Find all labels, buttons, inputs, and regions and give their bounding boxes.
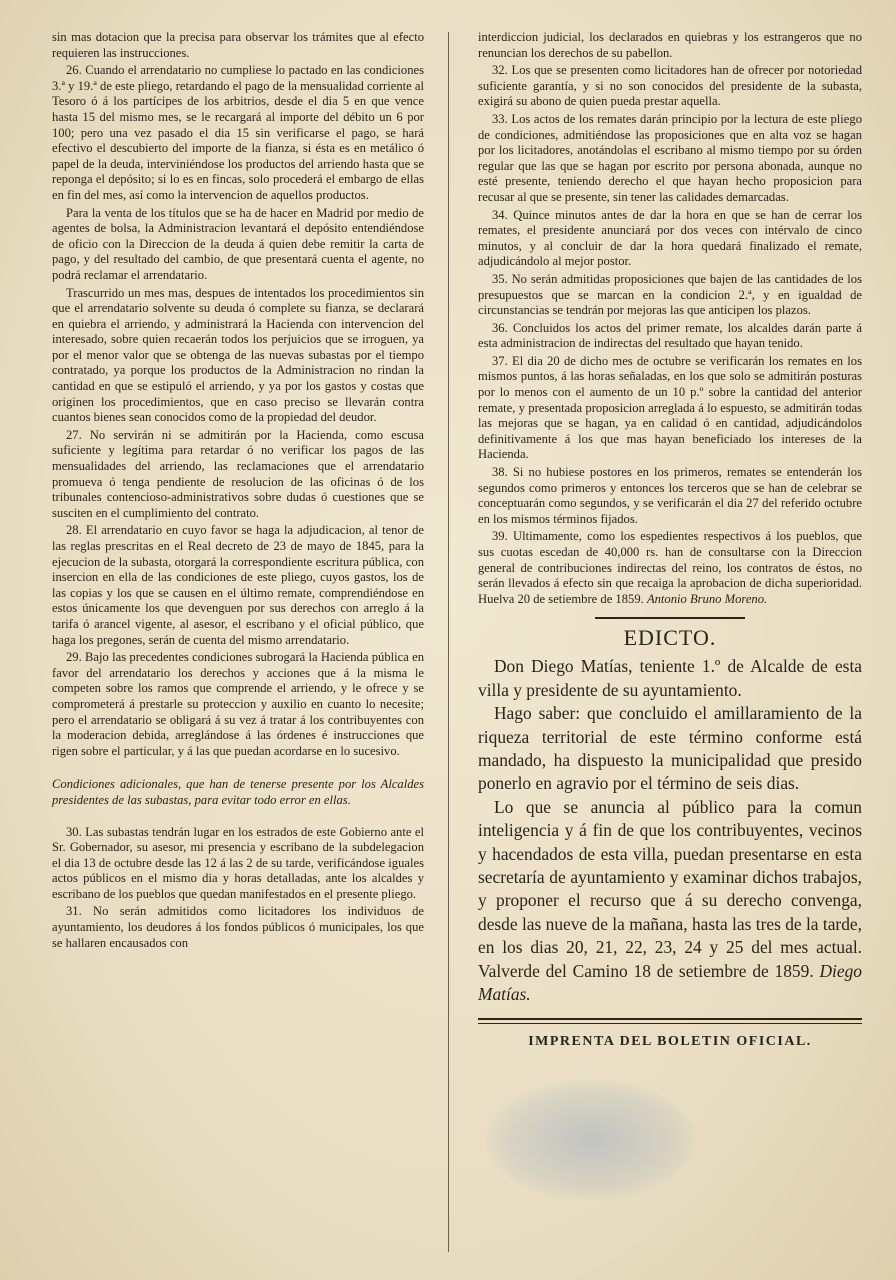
paragraph: 31. No serán admitidos como licitadores los individuos de ayuntamiento, los deudores á los fondos públicos ó municipales, los que se hallaren encausados con <box>52 904 424 950</box>
paragraph: 34. Quince minutos antes de dar la hora en que se han de cerrar los remates, el presidente anunciará por dos veces con intérvalo de cinco minutos, y al concluir de dar la hora quedará finalizado el remate, adjudicándolo al mejor postor. <box>478 207 862 269</box>
ink-stamp <box>486 1080 696 1200</box>
paragraph: 28. El arrendatario en cuyo favor se haga la adjudicacion, al tenor de las reglas prescritas en el Real decreto de 23 de mayo de 1845, para la ejecucion de la subasta, otorgará la correspondiente escritura pública, con insercion en ella de las condiciones de este pliego, cuyos gastos, los de las copias y los que se causen en el último remate, comprendiéndose en estos únicamente los que devenguen por sus derechos con arreglo á la tarifa ó arancel vigente, al asesor, el escribano y el oficial público, que haga los pregones, serán de cuenta del mismo arrendatario. <box>52 523 424 647</box>
paragraph: 38. Si no hubiese postores en los primeros, remates se entenderán los segundos como primeros y entonces los terceros que se han de celebrar se conceptuarán como segundos, y se verificarán el dia 27 del referido octubre en los mismos términos fijados. <box>478 465 862 526</box>
paragraph-text: 39. Ultimamente, como los espedientes respectivos á los pueblos, que sus cuotas escedan de 40,000 rs. han de consultarse con la Direccion general de contribuciones indirectas del reino, los contratos de éstos, no serán llevados á efecto sin que recaiga la aprobacion de dicha superioridad. Huelva 20 de setiembre de 1859. <box>478 529 862 606</box>
paragraph: 30. Las subastas tendrán lugar en los estrados de este Gobierno ante el Sr. Gobernador, su asesor, mi presencia y escribano de la subdelegacion el dia 13 de octubre desde las 12 á las 2 de su tarde, verificándose iguales actos públicos en el mismo dia y horas detalladas, ante los alcaldes y escribano de los pueblos que quedan manifestados en el presente pliego. <box>52 824 424 901</box>
paragraph: Para la venta de los títulos que se ha de hacer en Madrid por medio de agentes de bolsa, la Administracion levantará el depósito entendiéndose de oficio con la Direccion de la deuda á quien debe remitir la carta de pago, y del resultado del cambio, de que presentará cuenta el agente, no podrá reclamar el arrendatario. <box>52 205 424 282</box>
edicto-section <box>478 625 862 1006</box>
paragraph: 27. No servirán ni se admitirán por la Hacienda, como escusa suficiente y legítima para retardar ó no verificar los pagos de las mensualidades del arriendo, las reclamaciones que el arrendatario promueva ó tenga pendiente de resolucion de las oficinas ó de los tribunales contencioso-administrativos sobre dudas ó cuestiones que se susciten en el cumplimiento del contrato. <box>52 427 424 520</box>
paragraph: 35. No serán admitidas proposiciones que bajen de las cantidades de los presupuestos que se marcan en la condicion 2.ª, y en igualdad de circunstancias se tendrán por mejoras las que anticipen los plazos. <box>478 271 862 318</box>
right-column <box>478 30 862 1050</box>
paragraph: Trascurrido un mes mas, despues de intentados los procedimientos sin que el arrendatario solvente su deuda ó complete su fianza, se declarará en quiebra el arriendo, y administrará la Hacienda con intervencion del interesado, sobre quien recaerán todos los perjuicios que se irroguen, ya por el menor valor que se obtenga de las nuevas subastas por el tiempo contratado, ya porque los productos de la Administracion no rindan la cantidad en que se estipuló el arriendo, y ya por los gastos y costas que originen los procedimientos, que en caso preciso se llevarán contra cuantos bienes sean conocidos como de la propiedad del deudor. <box>52 285 424 425</box>
edicto-signature: Diego Matías. <box>478 960 862 1005</box>
paragraph: 32. Los que se presenten como licitadores han de ofrecer por notoriedad suficiente garantía, y si no son conocidos del presidente de la subasta, exigirá su abono de quien pueda prestar aquella. <box>478 63 862 109</box>
left-column <box>52 30 424 953</box>
edicto-paragraph: Hago saber: que concluido el amillaramiento de la riqueza territorial de este término conforme está mandado, ha dispuesto la municipalidad que presido ponerlo en agravio por el término de seis dias. <box>478 703 862 794</box>
signature: Antonio Bruno Moreno. <box>646 591 768 606</box>
paragraph: interdiccion judicial, los declarados en quiebras y los estrangeros que no renuncian los derechos de su pabellon. <box>478 30 862 60</box>
section-rule <box>595 617 745 619</box>
paragraph: sin mas dotacion que la precisa para observar los trámites que al efecto requieren las instrucciones. <box>52 30 424 60</box>
paragraph: 26. Cuando el arrendatario no cumpliese lo pactado en las condiciones 3.ª y 19.ª de este pliego, retardando el pago de la mensualidad corriente al Tesoro ó á los partícipes de los arbitrios, desde el dia 5 en que vence hasta 15 del mismo mes, se le recargará al importe del débito un 6 por 100; pero una vez pasado el dia 15 sin verificarse el pago, se hará efectivo el descubierto del importe de la fianza, si ésta es en metálico ó papel de la deuda, interviniéndose los productos del arriendo hasta que se reponga el depósito; si lo es en fincas, solo procederá el embargo de ellas en fin del mes, así como la intervencion de aquellos productos. <box>52 63 424 202</box>
footer-rule <box>478 1018 862 1024</box>
printer-imprint: IMPRENTA DEL BOLETIN OFICIAL. <box>528 1034 812 1050</box>
column-divider <box>448 32 449 1252</box>
additional-conditions-note: Condiciones adicionales, que han de tenerse presente por los Alcaldes presidentes de las subastas, para evitar todo error en ellas. <box>52 777 424 807</box>
paragraph: 37. El dia 20 de dicho mes de octubre se verificarán los remates en los mismos puntos, á las horas señaladas, en los que solo se admitirán posturas por lo menos con el aumento de un 10 p.º sobre la cantidad del anterior remate, y presentada proposicion arreglada á lo espuesto, se admitirán todas las mejoras que se hagan, ya en calidad ó en cantidad, adjudicándolos definitivamente á los que mas hayan beneficiado los intereses de la Hacienda. <box>478 353 862 462</box>
paragraph: 29. Bajo las precedentes condiciones subrogará la Hacienda pública en favor del arrendatario los derechos y acciones que á la misma le competen sobre los ramos que comprende el arriendo, y le ofrece y se comprometerá á prestarle su proteccion y auxilio en cuanto lo necesite; pero el arrendatario se obligará á su vez á tratar á los contribuyentes con la moderacion debida, arreglándose á las órdenes é instrucciones que rigen sobre el particular, y á las que puedan acordarse en lo sucesivo. <box>52 650 424 758</box>
edicto-title: EDICTO. <box>623 625 717 651</box>
paragraph: 33. Los actos de los remates darán principio por la lectura de este pliego de condiciones, admitiéndose las proposiciones que en alta voz se hagan por los licitadores, anotándolas el escribano al mismo tiempo por su órden regular que las que se hagan por escrito por persona abonada, aunque no esté presente, teniendo derecho el que hayan hecho proposicion para recusar al que se presente, sin tener las calidades demarcadas. <box>478 111 862 204</box>
edicto-paragraph <box>478 796 862 1007</box>
edicto-text: Lo que se anuncia al público para la comun inteligencia y á fin de que los contribuyentes, vecinos y hacendados de esta villa, puedan presentarse en esta secretaría de ayuntamiento y examinar dichos trabajos, y proponer el recurso que á su derecho convenga, desde las nueve de la mañana, hasta las tres de la tarde, en los dias 20, 21, 22, 23, 24 y 25 del mes actual. Valverde del Camino 18 de setiembre de 1859. <box>478 796 862 981</box>
paragraph: 36. Concluidos los actos del primer remate, los alcaldes darán parte á esta administracion de indirectas del resultado que hayan tenido. <box>478 320 862 351</box>
paragraph <box>478 529 862 607</box>
edicto-intro: Don Diego Matías, teniente 1.º de Alcalde de esta villa y presidente de su ayuntamiento. <box>478 656 862 700</box>
